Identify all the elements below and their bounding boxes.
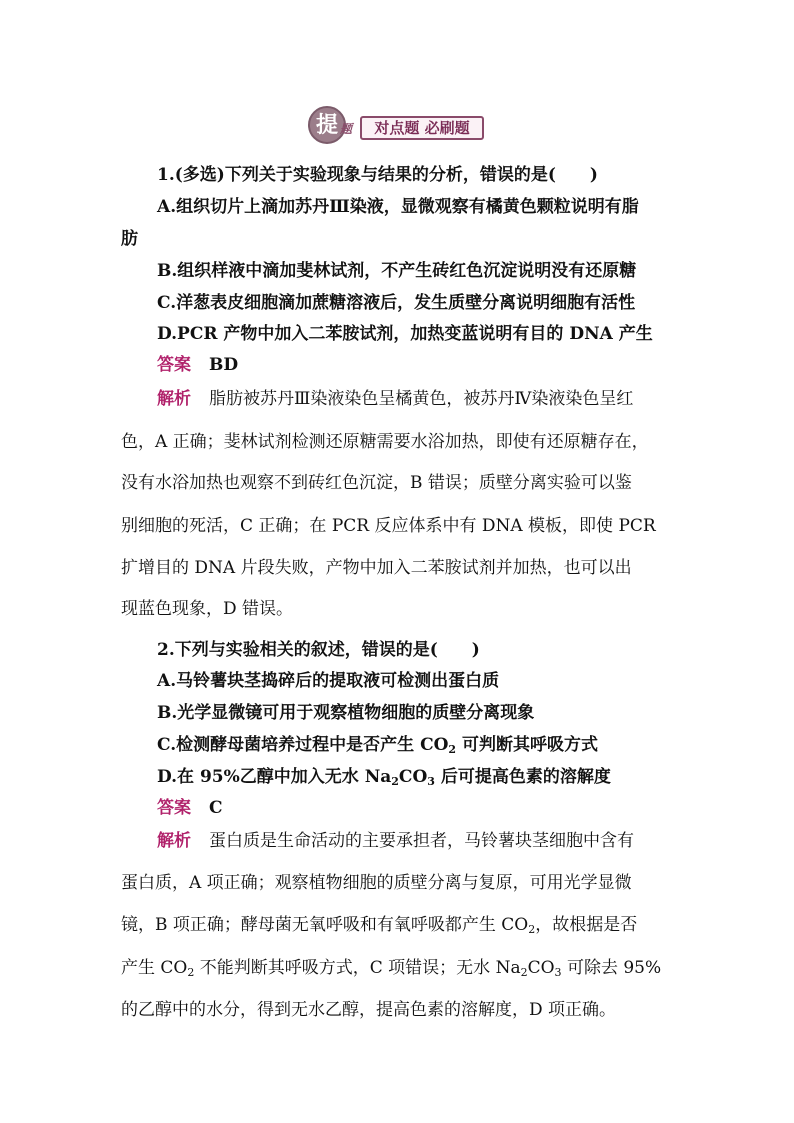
q2-analysis-line-3-tail: ，故根据是否 bbox=[535, 915, 638, 935]
q2-option-c bbox=[157, 730, 598, 756]
q2-option-d-mid: CO bbox=[398, 767, 428, 787]
q1-analysis-line-6: 现蓝色现象，D 错误。 bbox=[121, 599, 294, 619]
q1-stem: 1.(多选)下列关于实验现象与结果的分析，错误的是( ) bbox=[157, 165, 598, 185]
q2-analysis-label: 解析 bbox=[157, 831, 191, 851]
q1-analysis-row bbox=[157, 384, 633, 409]
q2-analysis-line-3-text: 镜，B 项正确；酵母菌无氧呼吸和有氧呼吸都产生 CO bbox=[121, 915, 529, 935]
q2-answer-row bbox=[157, 793, 223, 818]
badge-small-text: 题 bbox=[340, 122, 353, 136]
q2-option-b: B.光学显微镜可用于观察植物细胞的质壁分离现象 bbox=[157, 703, 535, 723]
q1-answer: BD bbox=[209, 355, 239, 375]
q1-analysis-line-3: 没有水浴加热也观察不到砖红色沉淀，B 错误；质壁分离实验可以鉴 bbox=[121, 473, 632, 493]
q2-analysis-line-4-mid2: CO bbox=[527, 958, 555, 978]
q2-option-d bbox=[157, 762, 611, 788]
badge-circle-icon: 提 bbox=[308, 106, 346, 144]
q1-answer-label: 答案 bbox=[157, 355, 191, 375]
q2-option-a: A.马铃薯块茎捣碎后的提取液可检测出蛋白质 bbox=[157, 671, 500, 691]
section-badge bbox=[308, 104, 486, 146]
q2-analysis-line-1: 蛋白质是生命活动的主要承担者，马铃薯块茎细胞中含有 bbox=[209, 831, 634, 851]
badge-title: 对点题 必刷题 bbox=[360, 116, 484, 140]
q1-analysis-label: 解析 bbox=[157, 389, 191, 409]
q2-option-c-text: C.检测酵母菌培养过程中是否产生 CO bbox=[157, 735, 449, 755]
q2-analysis-line-3-sub: 2 bbox=[528, 923, 536, 936]
q2-analysis-line-4-sub2: 2 bbox=[520, 966, 528, 979]
q2-option-d-tail: 后可提高色素的溶解度 bbox=[434, 767, 611, 787]
q1-answer-row bbox=[157, 350, 238, 375]
q2-answer-label: 答案 bbox=[157, 798, 191, 818]
q2-analysis-line-2: 蛋白质，A 项正确；观察植物细胞的质壁分离与复原，可用光学显微 bbox=[121, 873, 632, 893]
q1-option-a-cont: 肪 bbox=[121, 229, 138, 249]
q1-analysis-line-5: 扩增目的 DNA 片段失败，产物中加入二苯胺试剂并加热，也可以出 bbox=[121, 558, 632, 578]
q1-option-b: B.组织样液中滴加斐林试剂，不产生砖红色沉淀说明没有还原糖 bbox=[157, 261, 637, 281]
q2-analysis-line-3 bbox=[121, 910, 637, 936]
q2-analysis-line-4 bbox=[121, 953, 661, 979]
q2-option-d-sub1: 2 bbox=[391, 775, 399, 788]
q2-analysis-line-4-text: 产生 CO bbox=[121, 958, 188, 978]
q2-answer: C bbox=[209, 798, 223, 818]
q1-analysis-line-2: 色，A 正确；斐林试剂检测还原糖需要水浴加热，即使有还原糖存在， bbox=[121, 432, 649, 452]
q2-option-d-text: D.在 95%乙醇中加入无水 Na bbox=[157, 767, 392, 787]
q2-analysis-line-4-sub1: 2 bbox=[187, 966, 195, 979]
q2-analysis-line-4-sub3: 3 bbox=[554, 966, 562, 979]
q1-analysis-line-1: 脂肪被苏丹Ⅲ染液染色呈橘黄色，被苏丹Ⅳ染液染色呈红 bbox=[209, 389, 634, 409]
q2-option-d-sub2: 3 bbox=[427, 775, 435, 788]
q2-analysis-line-5: 的乙醇中的水分，得到无水乙醇，提高色素的溶解度，D 项正确。 bbox=[121, 1000, 617, 1020]
q1-option-c: C.洋葱表皮细胞滴加蔗糖溶液后，发生质壁分离说明细胞有活性 bbox=[157, 293, 636, 313]
q2-analysis-line-4-tail: 可除去 95% bbox=[561, 958, 662, 978]
q2-stem: 2.下列与实验相关的叙述，错误的是( ) bbox=[157, 640, 480, 660]
q2-option-c-tail: 可判断其呼吸方式 bbox=[456, 735, 598, 755]
q1-option-a: A.组织切片上滴加苏丹Ⅲ染液，显微观察有橘黄色颗粒说明有脂 bbox=[157, 197, 639, 217]
q2-analysis-line-4-mid: 不能判断其呼吸方式，C 项错误；无水 Na bbox=[194, 958, 521, 978]
q1-option-d: D.PCR 产物中加入二苯胺试剂，加热变蓝说明有目的 DNA 产生 bbox=[157, 324, 653, 344]
q2-option-c-sub: 2 bbox=[448, 743, 457, 756]
q2-analysis-row bbox=[157, 826, 634, 851]
q1-analysis-line-4: 别细胞的死活，C 正确；在 PCR 反应体系中有 DNA 模板，即使 PCR bbox=[121, 516, 656, 536]
